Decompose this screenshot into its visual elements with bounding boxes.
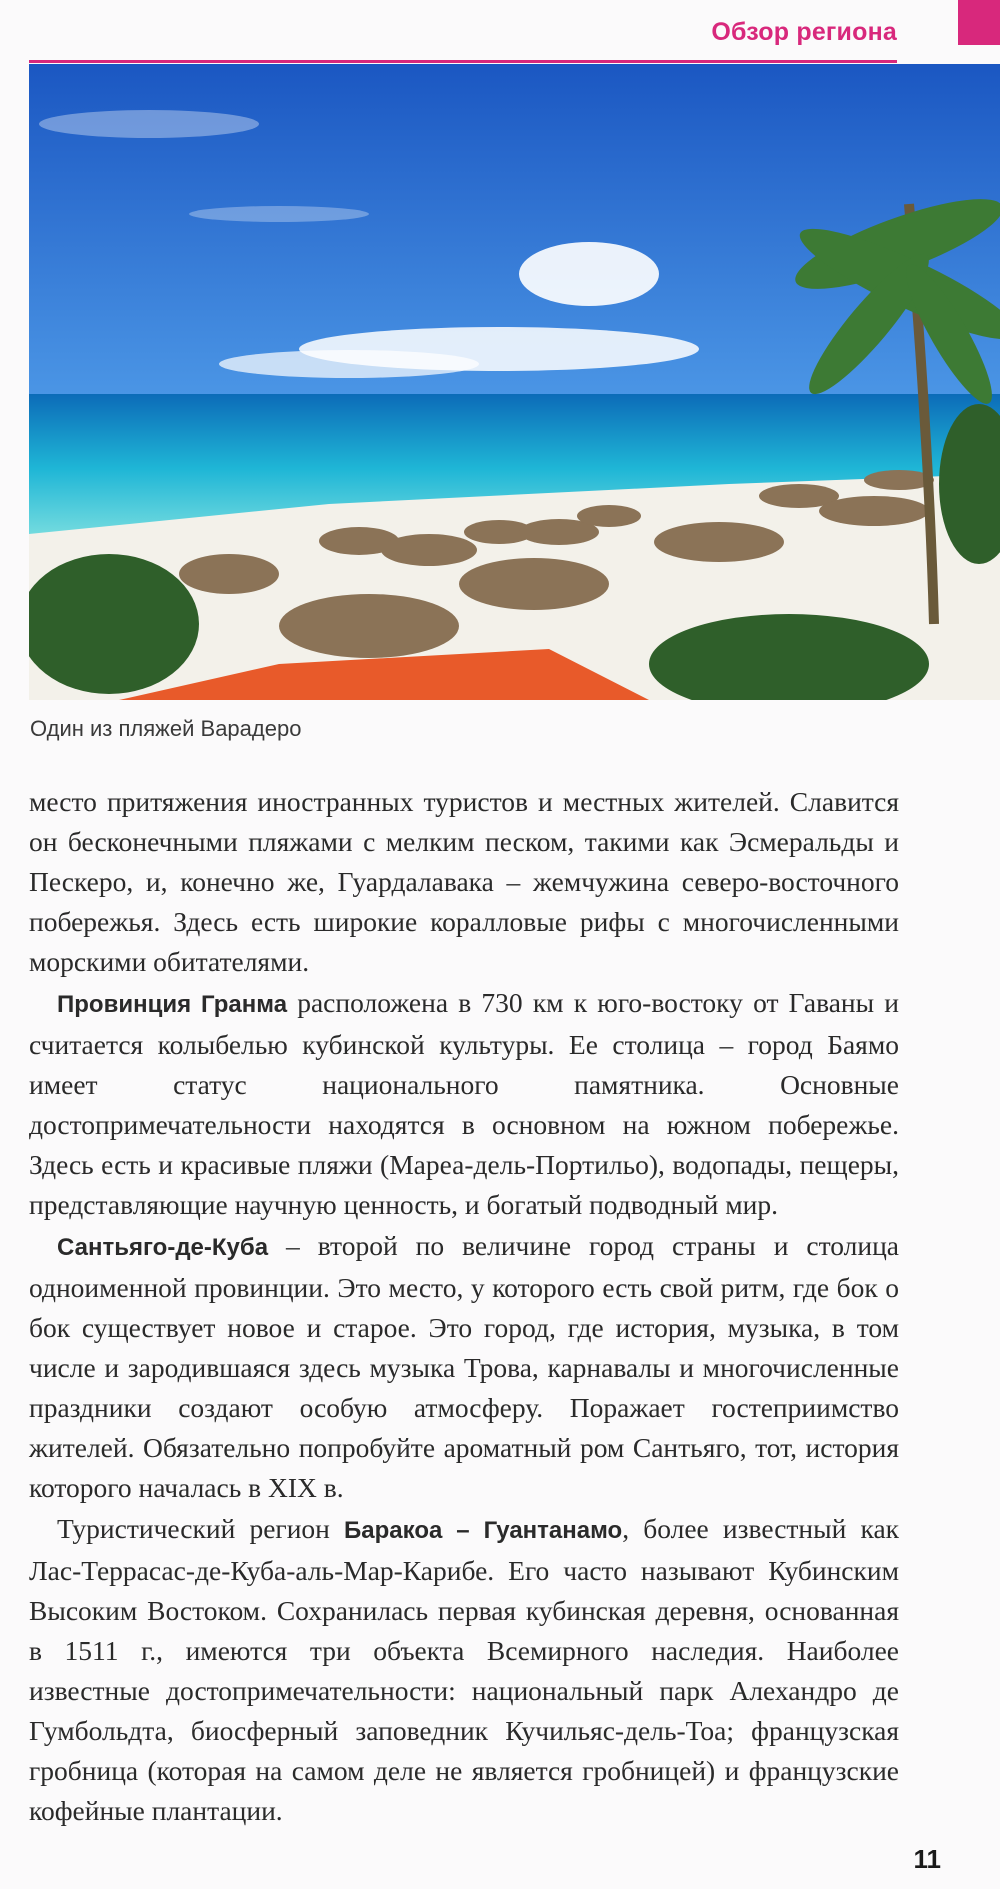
region-name: Провинция Гранма (57, 991, 288, 1018)
article-body (29, 782, 899, 1832)
paragraph-granma (29, 983, 899, 1225)
paragraph-baracoa (29, 1509, 899, 1831)
beach-photo (29, 64, 1000, 700)
section-color-tab (958, 0, 1000, 45)
paragraph-text: расположена в 730 км к юго-востоку от Гаваны и считается колыбелью кубинской культуры. Ее столица – город Баямо имеет статус национального памятника. Основные достопримечательности находятся в основном на южном побережье. Здесь есть и красивые пляжи (Мареа-дель-Портильо), водопады, пещеры, представляющие научную ценность, и богатый подводный мир. (29, 987, 900, 1220)
paragraph-intro (29, 782, 899, 982)
paragraph-text: – второй по величине город страны и столица одноименной провинции. Это место, у которого есть свой ритм, где бок о бок существует новое и старое. Это город, где история, музыка, в том числе и зародившаяся здесь музыка Трова, карнавалы и многочисленные праздники создают особую атмосферу. Поражает гостеприимство жителей. Обязательно попробуйте ароматный ром Сантьяго, тот, история которого началась в XIX в. (29, 1230, 899, 1503)
paragraph-lead: Туристический регион (57, 1513, 345, 1544)
region-name: Баракоа – Гуантанамо (344, 1517, 623, 1544)
page-number: 11 (913, 1844, 941, 1874)
paragraph-text: , более известный как Лас-Террасас-де-Куба-аль-Мар-Карибе. Его часто называют Кубинским Высоким Востоком. Сохранилась первая кубинская деревня, основанная в 1511 г., имеются три объекта Всемирного наследия. Наиболее известные достопримечательности: национальный парк Алехандро де Гумбольдта, биосферный заповедник Кучильяс-дель-Тоа; французская гробница (которая на самом деле не является гробницей) и французские кофейные плантации. (29, 1513, 900, 1826)
photo-caption: Один из пляжей Варадеро (30, 716, 302, 741)
beach-photo-icon (29, 64, 1000, 700)
section-title: Обзор региона (711, 18, 897, 46)
region-name: Сантьяго-де-Куба (57, 1234, 269, 1261)
paragraph-text: место притяжения иностранных туристов и местных жителей. Славится он бесконечными пляжами с мелким песком, такими как Эсмеральды и Пескеро, и, конечно же, Гуардалавака – жемчужина северо-восточного побережья. Здесь есть широкие коралловые рифы с многочисленными морскими обитателями. (29, 786, 899, 977)
paragraph-santiago (29, 1226, 899, 1508)
header-divider (29, 60, 897, 63)
